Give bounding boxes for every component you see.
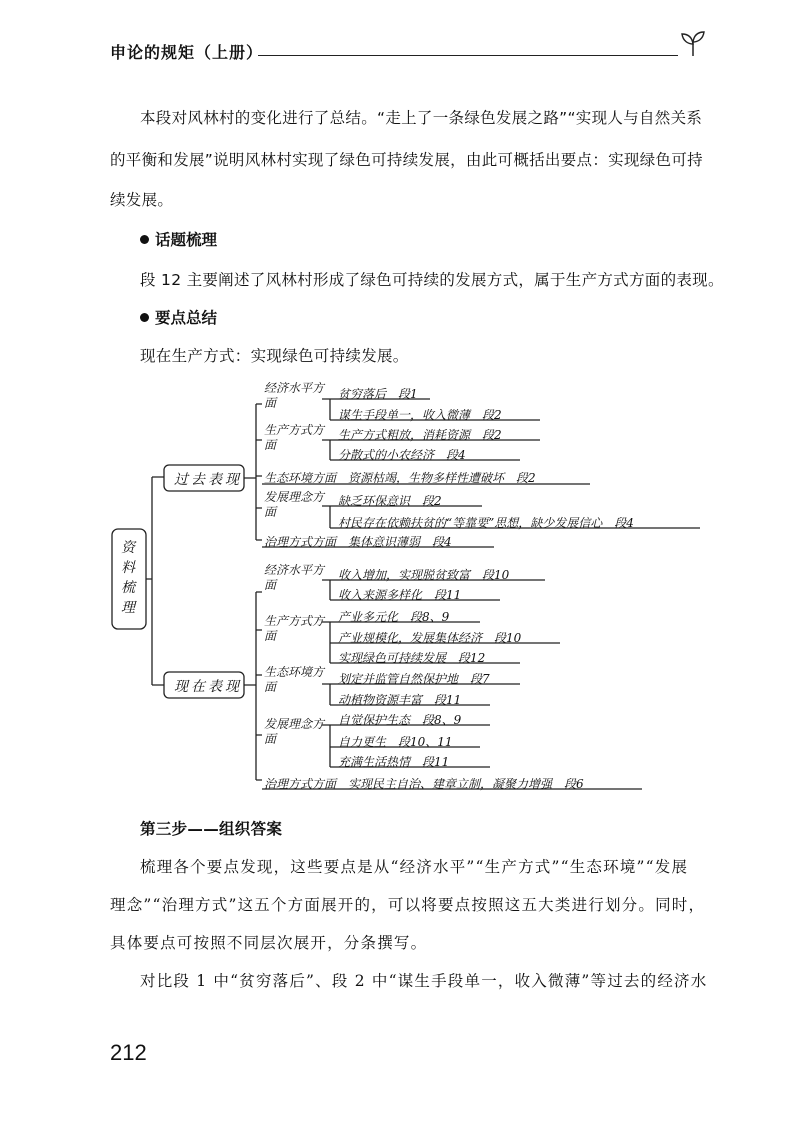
step3-p1-line-2: 理念”“治理方式”这五个方面展开的，可以将要点按照这五大类进行划分。同时， [110, 896, 706, 914]
present-prod-item-3: 实现绿色可持续发展 段12 [338, 651, 486, 665]
past-prod-category: 生产方式方面 [264, 423, 325, 452]
step3-p2-line-1: 对比段 1 中“贫穷落后”、段 2 中“谋生手段单一，收入微薄”等过去的经济水 [140, 972, 708, 990]
past-prod-item-1: 生产方式粗放，消耗资源 段2 [338, 428, 502, 442]
past-idea-item-2: 村民存在依赖扶贫的“等靠要”思想，缺少发展信心 段4 [338, 516, 634, 530]
past-eco-item: 生态环境方面 资源枯竭，生物多样性遭破坏 段2 [264, 471, 536, 485]
present-gov-item: 治理方式方面 实现民主自治、建章立制，凝聚力增强 段6 [264, 777, 584, 791]
present-prod-item-2: 产业规模化，发展集体经济 段10 [338, 631, 522, 645]
intro-line-3: 续发展。 [110, 191, 174, 209]
present-prod-category: 生产方式方面 [264, 614, 325, 643]
present-idea-item-2: 自力更生 段10、11 [338, 735, 453, 749]
present-eco-item-1: 划定并监管自然保护地 段7 [338, 672, 490, 686]
present-idea-item-3: 充满生活热情 段11 [338, 755, 450, 769]
intro-line-2: 的平衡和发展”说明风林村实现了绿色可持续发展，由此可概括出要点：实现绿色可持 [110, 151, 703, 169]
present-eco-category: 生态环境方面 [264, 665, 325, 694]
past-prod-item-2: 分散式的小农经济 段4 [338, 448, 466, 462]
step3-p1-line-3: 具体要点可按照不同层次展开，分条撰写。 [110, 934, 428, 952]
mindmap-present-label: 现在表现 [174, 679, 242, 695]
past-idea-category: 发展理念方面 [264, 490, 325, 519]
past-idea-item-1: 缺乏环保意识 段2 [338, 494, 442, 508]
page-number: 212 [110, 1040, 147, 1065]
present-idea-category: 发展理念方面 [264, 717, 325, 746]
past-econ-item-2: 谋生手段单一，收入微薄 段2 [338, 408, 502, 422]
present-idea-item-1: 自觉保护生态 段8、9 [338, 713, 462, 727]
running-header-title: 申论的规矩（上册） [110, 43, 264, 62]
intro-line-1: 本段对风林村的变化进行了总结。“走上了一条绿色发展之路”“实现人与自然关系 [140, 109, 703, 127]
topic-heading-label: 话题梳理 [155, 231, 218, 249]
past-econ-category: 经济水平方面 [264, 381, 325, 410]
mindmap-root: 资料梳理 [121, 540, 138, 616]
summary-heading-label: 要点总结 [155, 309, 218, 327]
step3-p1-line-1: 梳理各个要点发现，这些要点是从“经济水平”“生产方式”“生态环境”“发展 [140, 858, 689, 876]
step3-heading: 第三步——组织答案 [140, 820, 283, 838]
present-econ-item-2: 收入来源多样化 段11 [338, 588, 462, 602]
summary-text: 现在生产方式：实现绿色可持续发展。 [140, 347, 409, 365]
present-econ-item-1: 收入增加，实现脱贫致富 段10 [338, 568, 510, 582]
topic-text: 段 12 主要阐述了风林村形成了绿色可持续的发展方式，属于生产方式方面的表现。 [140, 271, 724, 289]
mindmap-past-label: 过去表现 [174, 472, 242, 488]
present-econ-category: 经济水平方面 [264, 563, 325, 592]
past-econ-item-1: 贫穷落后 段1 [338, 387, 418, 401]
past-gov-item: 治理方式方面 集体意识薄弱 段4 [264, 535, 452, 549]
present-eco-item-2: 动植物资源丰富 段11 [338, 693, 462, 707]
present-prod-item-1: 产业多元化 段8、9 [338, 610, 450, 624]
